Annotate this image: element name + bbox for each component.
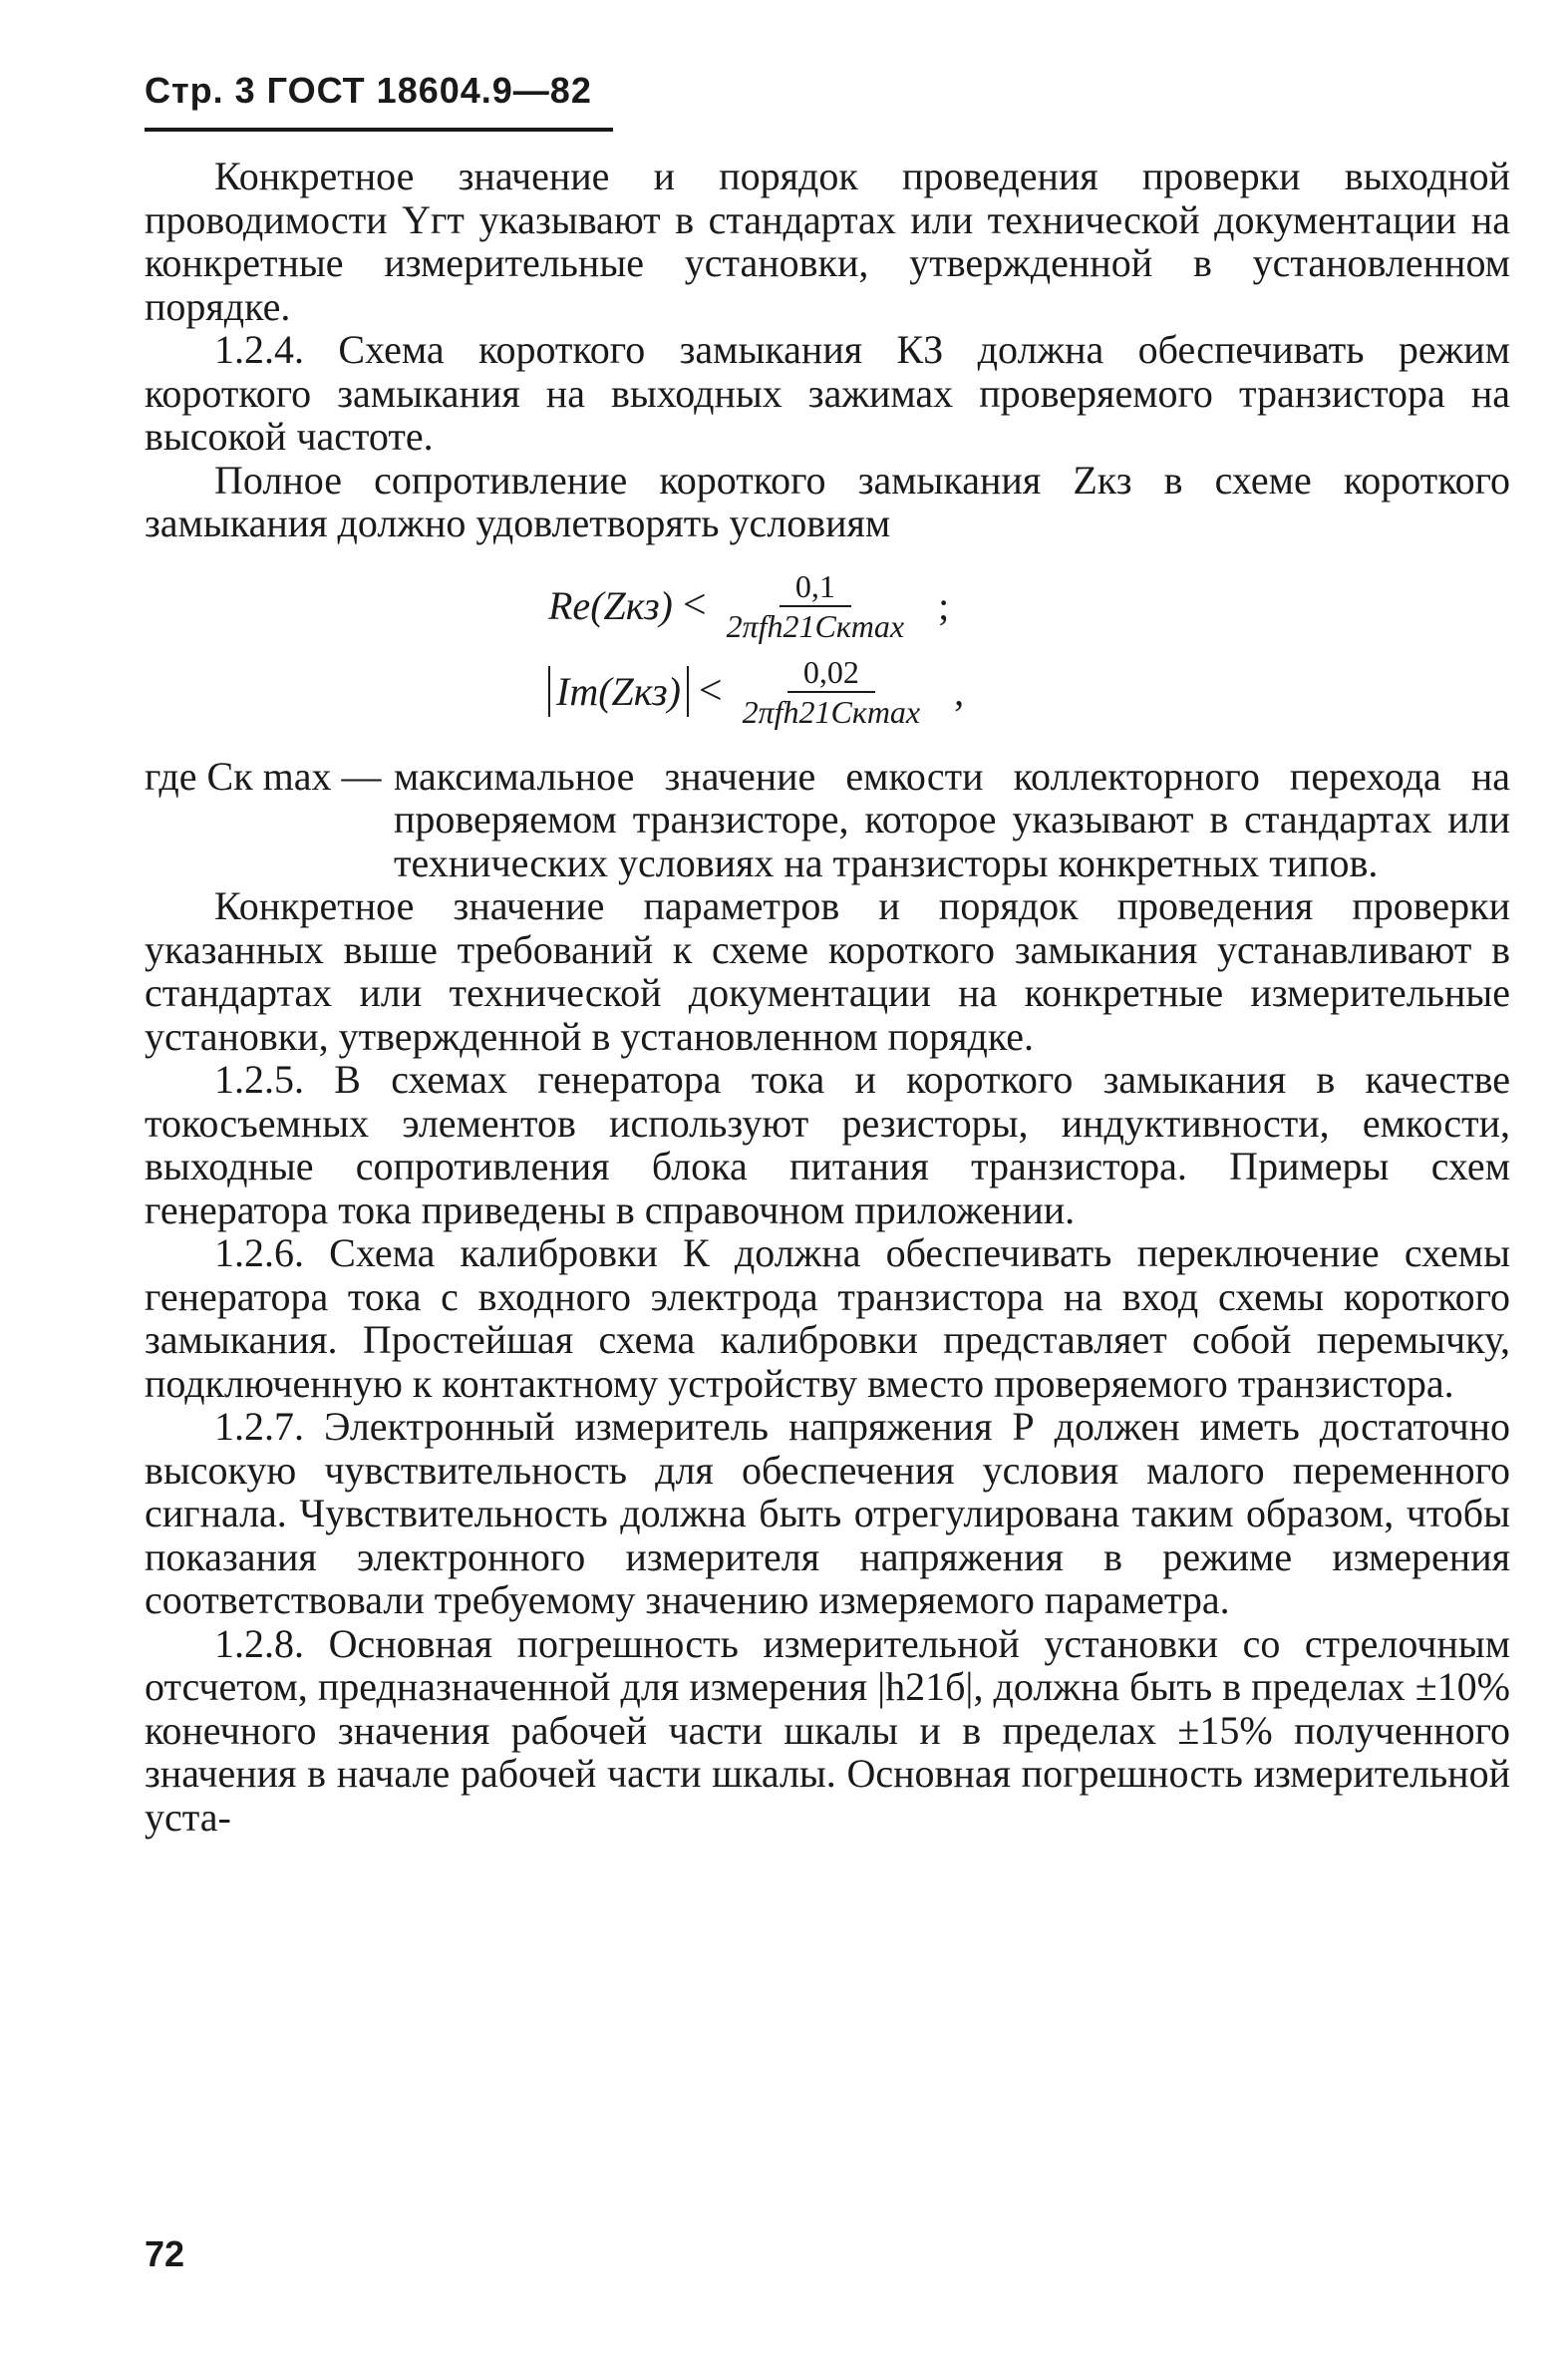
- formula-row-im: [548, 649, 1510, 735]
- paragraph-output-conductance: Конкретное значение и порядок проведения проверки выходной проводимости Yгт указывают в стандартах или технической документации на конкретные измерительные установки, утвержденной в установленном порядке.: [145, 154, 1510, 329]
- formula-im-lhs: Im(Zкз): [548, 666, 689, 718]
- formula-re-lhs: Re(Zкз): [548, 582, 673, 628]
- formula-re-numerator: 0,1: [780, 567, 851, 607]
- formula-row-re: [548, 563, 1510, 649]
- running-header: Стр. 3 ГОСТ 18604.9—82: [145, 70, 592, 111]
- formula-im-punct: ,: [954, 668, 965, 714]
- paragraph-1-2-8: 1.2.8. Основная погрешность измерительной установки со стрелочным отсчетом, предназначенной для измерения |h21б|, должна быть в пределах ±10% конечного значения рабочей части шкалы и в пределах ±15% полученного значения в начале рабочей части шкалы. Основная погрешность измерительной уста-: [145, 1620, 1510, 1840]
- formula-block: [145, 563, 1510, 735]
- formula-im-denominator: 2πfh21Cкmax: [742, 693, 921, 730]
- where-definition: максимальное значение емкости коллекторного перехода на проверяемом транзисторе, которое указывают в стандартах или технических условиях на транзисторы конкретных типов.: [394, 753, 1510, 885]
- body-text: [145, 155, 1510, 1839]
- paragraph-1-2-5: 1.2.5. В схемах генератора тока и короткого замыкания в качестве токосъемных элементов используют резисторы, индуктивности, емкости, выходные сопротивления блока питания транзистора. Примеры схем генератора тока приведены в справочном приложении.: [145, 1057, 1510, 1232]
- less-than-sign: <: [698, 667, 723, 714]
- formula-im-numerator: 0,02: [787, 653, 875, 693]
- page-number: 72: [145, 2233, 185, 2274]
- formula-im-fraction: [733, 653, 931, 731]
- less-than-sign: <: [682, 581, 707, 628]
- paragraph-1-2-4: 1.2.4. Схема короткого замыкания КЗ должна обеспечивать режим короткого замыкания на выходных зажимах проверяемого транзистора на высокой частоте.: [145, 327, 1510, 459]
- paragraph-impedance-conditions: Полное сопротивление короткого замыкания Zкз в схеме короткого замыкания должно удовлетворять условиям: [145, 457, 1510, 545]
- paragraph-1-2-7: 1.2.7. Электронный измеритель напряжения Р должен иметь достаточно высокую чувствительность для обеспечения условия малого переменного сигнала. Чувствительность должна быть отрегулирована таким образом, чтобы показания электронного измерителя напряжения в режиме измерения соответствовали требуемому значению измеряемого параметра.: [145, 1404, 1510, 1622]
- formula-re-denominator: 2πfh21Cкmax: [726, 607, 905, 644]
- header-rule: [145, 128, 613, 132]
- formula-re-fraction: [717, 567, 915, 645]
- where-clause: [145, 755, 1510, 885]
- formula-re-punct: ;: [938, 582, 950, 628]
- where-label: где Cк max —: [145, 753, 382, 799]
- paragraph-parameters: Конкретное значение параметров и порядок проведения проверки указанных выше требований к схеме короткого замыкания устанавливают в стандартах или технической документации на конкретные измерительные установки, утвержденной в установленном порядке.: [145, 883, 1510, 1059]
- paragraph-1-2-6: 1.2.6. Схема калибровки К должна обеспечивать переключение схемы генератора тока с входного электрода транзистора на вход схемы короткого замыкания. Простейшая схема калибровки представляет собой перемычку, подключенную к контактному устройству вместо проверяемого транзистора.: [145, 1230, 1510, 1406]
